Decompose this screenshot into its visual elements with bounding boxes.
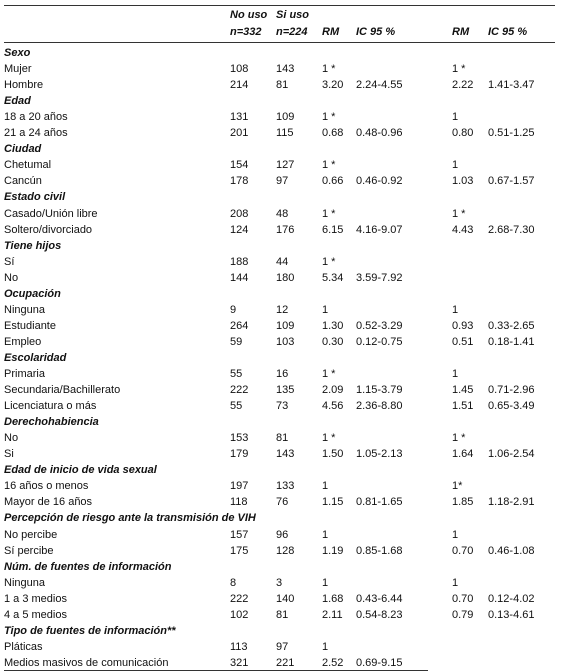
cell-si: 73 (276, 400, 289, 413)
cell-label: 21 a 24 años (4, 127, 68, 140)
cell-no: 55 (230, 368, 243, 380)
cell-no: 157 (230, 528, 249, 541)
table-row (4, 206, 555, 222)
cell-label: 18 a 20 años (4, 111, 68, 124)
cell-rm2: 0.79 (452, 608, 474, 621)
cell-si: 76 (276, 496, 289, 509)
table-row (4, 591, 555, 607)
cell-si: 127 (276, 159, 295, 172)
cell-rm2: 1.85 (452, 496, 474, 509)
cell-label: Ninguna (4, 576, 45, 589)
cell-label: 1 a 3 medios (4, 592, 67, 605)
cell-no: 154 (230, 159, 249, 172)
cell-label: Primaria (4, 368, 45, 380)
cell-rm: 1 * (322, 63, 336, 76)
section-header-row (4, 559, 555, 575)
cell-ic: 2.24-4.55 (356, 79, 403, 92)
cell-no: 214 (230, 79, 249, 92)
section-label: Escolaridad (4, 351, 67, 364)
cell-si: 48 (276, 207, 289, 220)
cell-no: 9 (230, 303, 237, 316)
table-row (4, 77, 555, 93)
cell-si: 3 (276, 576, 283, 589)
cell-no: 264 (230, 319, 249, 332)
cell-rm: 1 (322, 528, 329, 541)
cell-ic: 0.48-0.96 (356, 127, 403, 140)
header-si-uso: Si uso (276, 9, 310, 21)
cell-rm2: 1 * (452, 63, 466, 76)
table-row (4, 318, 555, 334)
table-row (4, 254, 555, 270)
cell-rm: 2.52 (322, 656, 344, 669)
cell-no: 118 (230, 496, 248, 509)
header-rm-2: RM (452, 26, 470, 38)
cell-ic: 1.05-2.13 (356, 448, 403, 461)
section-header-row (4, 623, 555, 639)
cell-rm: 1.68 (322, 592, 344, 605)
cell-rm: 1 (322, 640, 329, 653)
cell-rm2: 0.93 (452, 319, 474, 332)
cell-ic2: 0.65-3.49 (488, 400, 535, 413)
cell-si: 81 (276, 432, 289, 445)
cell-si: 109 (276, 111, 295, 124)
cell-label: Hombre (4, 79, 44, 92)
section-label: Sexo (4, 47, 31, 59)
cell-rm: 1 * (322, 207, 336, 220)
cell-rm: 0.30 (322, 335, 344, 348)
cell-no: 178 (230, 175, 249, 188)
table-row (4, 446, 555, 462)
cell-rm2: 0.70 (452, 544, 474, 557)
cell-ic: 0.52-3.29 (356, 319, 403, 332)
cell-si: 221 (276, 656, 295, 669)
cell-ic2: 0.12-4.02 (488, 592, 535, 605)
cell-no: 201 (230, 127, 249, 140)
header-no-uso-n: n=332 (230, 26, 262, 38)
table-row (4, 109, 555, 125)
cell-no: 144 (230, 271, 249, 284)
section-label: Derechohabiencia (4, 416, 99, 429)
cell-rm: 1 * (322, 159, 336, 172)
cell-rm: 1 * (322, 368, 336, 380)
section-label: Núm. de fuentes de información (4, 560, 172, 573)
table-row (4, 334, 555, 350)
cell-si: 115 (276, 127, 294, 140)
section-header-row (4, 238, 555, 254)
cell-no: 131 (230, 111, 249, 124)
cell-si: 97 (276, 175, 289, 188)
cell-no: 222 (230, 592, 249, 605)
cell-rm2: 0.51 (452, 335, 474, 348)
cell-no: 124 (230, 223, 249, 236)
cell-si: 128 (276, 544, 295, 557)
cell-ic2: 0.71-2.96 (488, 384, 535, 397)
cell-no: 222 (230, 384, 249, 397)
cell-ic: 0.46-0.92 (356, 175, 403, 188)
table-row (4, 61, 555, 77)
cell-ic2: 1.18-2.91 (488, 496, 535, 509)
cell-rm: 1.15 (322, 496, 344, 509)
cell-rm2: 1 (452, 111, 459, 124)
cell-rm2: 1.45 (452, 384, 474, 397)
cell-label: Mujer (4, 63, 32, 76)
cell-rm: 1.30 (322, 319, 344, 332)
header-rm-1: RM (322, 26, 340, 38)
section-header-row (4, 141, 555, 157)
cell-rm2: 1.51 (452, 400, 474, 413)
cell-rm2: 1 (452, 528, 459, 541)
header-no-uso: No uso (230, 9, 268, 21)
table-row (4, 478, 555, 494)
table-row (4, 527, 555, 543)
cell-si: 81 (276, 608, 289, 621)
cell-ic2: 1.06-2.54 (488, 448, 535, 461)
cell-si: 44 (276, 255, 289, 268)
cell-ic: 4.16-9.07 (356, 223, 403, 236)
cell-ic2: 0.13-4.61 (488, 608, 535, 621)
section-label: Ciudad (4, 143, 42, 156)
cell-no: 108 (230, 63, 249, 76)
section-header-row (4, 286, 555, 302)
cell-no: 197 (230, 480, 249, 493)
cell-rm2: 1 (452, 303, 459, 316)
section-label: Ocupación (4, 287, 61, 300)
top-rule (4, 5, 555, 6)
cell-no: 153 (230, 432, 249, 445)
cell-si: 143 (276, 448, 295, 461)
cell-rm2: 0.80 (452, 127, 474, 140)
table-row (4, 270, 555, 286)
cell-no: 321 (230, 656, 249, 669)
cell-si: 12 (276, 303, 289, 316)
section-header-row (4, 45, 555, 61)
cell-ic: 0.12-0.75 (356, 335, 403, 348)
table-row (4, 125, 555, 141)
cell-label: Pláticas (4, 640, 43, 653)
cell-rm: 1 * (322, 432, 336, 445)
cell-rm: 4.56 (322, 400, 344, 413)
section-header-row (4, 462, 555, 478)
cell-rm2: 1 (452, 159, 459, 172)
table-row (4, 639, 555, 655)
cell-no: 102 (230, 608, 249, 621)
cell-rm2: 1 (452, 368, 459, 380)
table-row (4, 222, 555, 238)
table-row (4, 366, 555, 382)
table-row (4, 173, 555, 189)
cell-ic2: 0.33-2.65 (488, 319, 535, 332)
table-row (4, 494, 555, 510)
cell-no: 179 (230, 448, 249, 461)
cell-label: Chetumal (4, 159, 52, 172)
section-header-row (4, 350, 555, 366)
cell-ic2: 2.68-7.30 (488, 223, 535, 236)
cell-label: Mayor de 16 años (4, 496, 93, 509)
section-label: Tipo de fuentes de información** (4, 624, 176, 637)
cell-si: 176 (276, 223, 295, 236)
cell-rm: 3.20 (322, 79, 344, 92)
cell-si: 16 (276, 368, 289, 380)
cell-no: 208 (230, 207, 249, 220)
header-ic-2: IC 95 % (488, 26, 528, 38)
cell-ic: 2.36-8.80 (356, 400, 403, 413)
cell-si: 133 (276, 480, 295, 493)
section-header-row (4, 414, 555, 430)
cell-rm2: 0.70 (452, 592, 474, 605)
section-header-row (4, 93, 555, 109)
cell-rm2: 1.64 (452, 448, 474, 461)
cell-rm2: 2.22 (452, 79, 474, 92)
cell-rm2: 1.03 (452, 175, 474, 188)
cell-rm: 6.15 (322, 223, 344, 236)
cell-rm: 1 * (322, 111, 336, 124)
cell-ic: 3.59-7.92 (356, 271, 403, 284)
cell-label: No percibe (4, 528, 58, 541)
table-row (4, 655, 555, 671)
cell-no: 59 (230, 335, 243, 348)
table-row (4, 607, 555, 623)
cell-si: 109 (276, 319, 295, 332)
cell-rm2: 1* (452, 480, 463, 493)
cell-rm: 0.68 (322, 127, 344, 140)
cell-rm: 2.11 (322, 608, 343, 621)
table-row (4, 157, 555, 173)
section-label: Edad de inicio de vida sexual (4, 464, 157, 477)
cell-si: 97 (276, 640, 289, 653)
section-label: Edad (4, 95, 31, 108)
cell-rm: 1.50 (322, 448, 344, 461)
cell-rm: 2.09 (322, 384, 344, 397)
cell-label: Medios masivos de comunicación (4, 656, 169, 669)
cell-ic: 0.54-8.23 (356, 608, 403, 621)
cell-rm2: 1 (452, 576, 459, 589)
cell-label: Licenciatura o más (4, 400, 97, 413)
cell-ic: 0.85-1.68 (356, 544, 403, 557)
section-label: Percepción de riesgo ante la transmisión de VIH (4, 512, 256, 525)
cell-label: No (4, 432, 19, 445)
table-row (4, 430, 555, 446)
cell-rm2: 1 * (452, 432, 466, 445)
cell-rm: 1 (322, 576, 329, 589)
cell-rm: 1 (322, 480, 329, 493)
cell-si: 103 (276, 335, 295, 348)
cell-ic2: 1.41-3.47 (488, 79, 535, 92)
cell-ic: 1.15-3.79 (356, 384, 403, 397)
cell-rm: 1 * (322, 255, 336, 268)
table-row (4, 302, 555, 318)
cell-no: 175 (230, 544, 249, 557)
table-row (4, 543, 555, 559)
cell-label: Secundaria/Bachillerato (4, 384, 121, 397)
cell-ic: 0.43-6.44 (356, 592, 403, 605)
cell-no: 55 (230, 400, 243, 413)
cell-no: 188 (230, 255, 249, 268)
cell-rm: 1.19 (322, 544, 344, 557)
cell-label: Estudiante (4, 319, 56, 332)
cell-label: No (4, 271, 19, 284)
cell-label: Soltero/divorciado (4, 223, 93, 236)
bottom-rule (4, 670, 428, 671)
section-header-row (4, 189, 555, 205)
cell-no: 113 (230, 640, 248, 653)
cell-label: Casado/Unión libre (4, 207, 98, 220)
cell-si: 96 (276, 528, 289, 541)
cell-si: 135 (276, 384, 295, 397)
cell-ic: 0.81-1.65 (356, 496, 403, 509)
section-label: Tiene hijos (4, 239, 62, 252)
header-si-uso-n: n=224 (276, 26, 308, 38)
header-rule (4, 42, 555, 43)
cell-label: 4 a 5 medios (4, 608, 67, 621)
cell-rm: 5.34 (322, 271, 344, 284)
table-row (4, 382, 555, 398)
cell-ic2: 0.67-1.57 (488, 175, 535, 188)
cell-label: Si (4, 448, 14, 461)
cell-label: Empleo (4, 335, 42, 348)
cell-si: 140 (276, 592, 295, 605)
cell-label: Ninguna (4, 303, 45, 316)
header-ic-1: IC 95 % (356, 26, 396, 38)
cell-rm: 1 (322, 303, 329, 316)
cell-si: 143 (276, 63, 295, 76)
cell-ic2: 0.46-1.08 (488, 544, 535, 557)
cell-label: Sí (4, 255, 15, 268)
cell-ic: 0.69-9.15 (356, 656, 403, 669)
cell-label: 16 años o menos (4, 480, 89, 493)
cell-label: Sí percibe (4, 544, 54, 557)
section-header-row (4, 510, 555, 526)
cell-rm2: 1 * (452, 207, 466, 220)
cell-rm: 0.66 (322, 175, 344, 188)
cell-label: Cancún (4, 175, 42, 188)
cell-si: 180 (276, 271, 295, 284)
cell-si: 81 (276, 79, 289, 92)
section-label: Estado civil (4, 191, 66, 204)
cell-no: 8 (230, 576, 237, 589)
cell-ic2: 0.18-1.41 (488, 335, 535, 348)
cell-rm2: 4.43 (452, 223, 474, 236)
table-row (4, 575, 555, 591)
cell-ic2: 0.51-1.25 (488, 127, 535, 140)
table-row (4, 398, 555, 414)
